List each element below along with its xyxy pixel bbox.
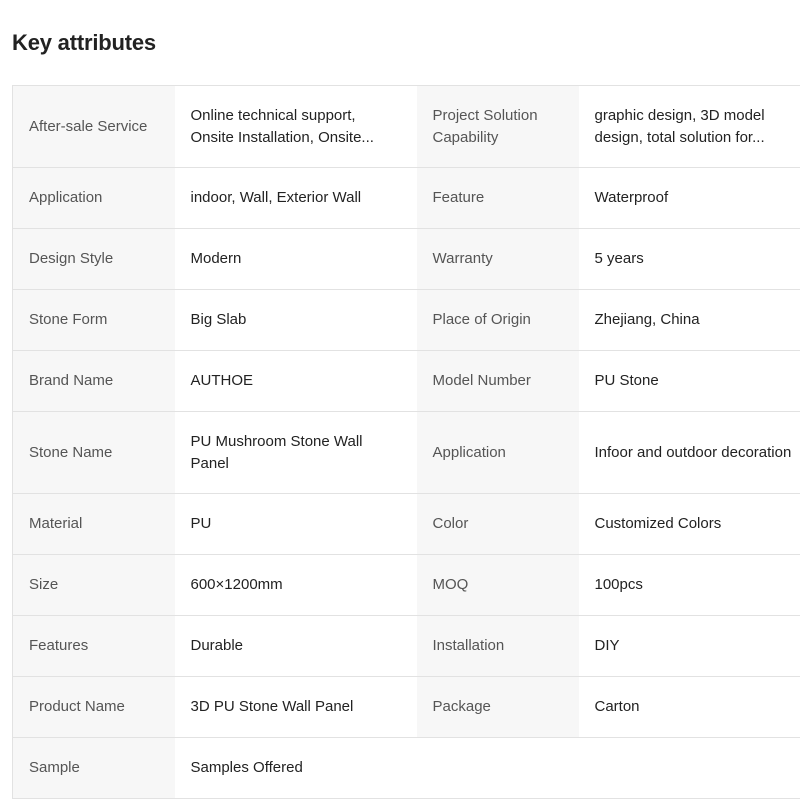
- attribute-value: Infoor and outdoor decoration: [579, 412, 800, 494]
- attribute-label: Size: [13, 555, 175, 616]
- attribute-value: 3D PU Stone Wall Panel: [175, 677, 417, 738]
- attribute-label: Product Name: [13, 677, 175, 738]
- attribute-label: Color: [417, 494, 579, 555]
- attribute-label: Model Number: [417, 351, 579, 412]
- attribute-label: Sample: [13, 738, 175, 799]
- attribute-value: Durable: [175, 616, 417, 677]
- attribute-label: MOQ: [417, 555, 579, 616]
- attributes-table: [12, 85, 800, 799]
- attribute-label: Design Style: [13, 229, 175, 290]
- attribute-label: Brand Name: [13, 351, 175, 412]
- section-title: Key attributes: [12, 30, 156, 55]
- attribute-value: Customized Colors: [579, 494, 800, 555]
- table-row: [13, 290, 800, 351]
- table-row: [13, 494, 800, 555]
- attribute-label: Place of Origin: [417, 290, 579, 351]
- attribute-value: 5 years: [579, 229, 800, 290]
- attribute-value: graphic design, 3D model design, total solution for...: [579, 86, 800, 168]
- attribute-value: Online technical support, Onsite Installation, Onsite...: [175, 86, 417, 168]
- table-row: [13, 677, 800, 738]
- attribute-value: 600×1200mm: [175, 555, 417, 616]
- attribute-label: Application: [417, 412, 579, 494]
- table-row: [13, 86, 800, 168]
- table-row: [13, 412, 800, 494]
- attribute-value: Modern: [175, 229, 417, 290]
- table-row: [13, 616, 800, 677]
- attribute-value: PU: [175, 494, 417, 555]
- attribute-label: Installation: [417, 616, 579, 677]
- attribute-label: Feature: [417, 168, 579, 229]
- attribute-label: Warranty: [417, 229, 579, 290]
- empty-cell: [579, 738, 800, 799]
- empty-cell: [417, 738, 579, 799]
- attribute-label: Features: [13, 616, 175, 677]
- attribute-value: DIY: [579, 616, 800, 677]
- table-row: [13, 351, 800, 412]
- table-row: [13, 555, 800, 616]
- attribute-label: Stone Form: [13, 290, 175, 351]
- attribute-label: Stone Name: [13, 412, 175, 494]
- attribute-label: Package: [417, 677, 579, 738]
- attribute-label: Material: [13, 494, 175, 555]
- table-row: [13, 738, 800, 799]
- attribute-value: Big Slab: [175, 290, 417, 351]
- attribute-value: PU Stone: [579, 351, 800, 412]
- attribute-value: indoor, Wall, Exterior Wall: [175, 168, 417, 229]
- attribute-label: After-sale Service: [13, 86, 175, 168]
- attribute-label: Application: [13, 168, 175, 229]
- table-row: [13, 168, 800, 229]
- table-row: [13, 229, 800, 290]
- attribute-label: Project Solution Capability: [417, 86, 579, 168]
- attribute-value: PU Mushroom Stone Wall Panel: [175, 412, 417, 494]
- attribute-value: 100pcs: [579, 555, 800, 616]
- attribute-value: Samples Offered: [175, 738, 417, 799]
- attribute-value: Zhejiang, China: [579, 290, 800, 351]
- attribute-value: Carton: [579, 677, 800, 738]
- attribute-value: Waterproof: [579, 168, 800, 229]
- attribute-value: AUTHOE: [175, 351, 417, 412]
